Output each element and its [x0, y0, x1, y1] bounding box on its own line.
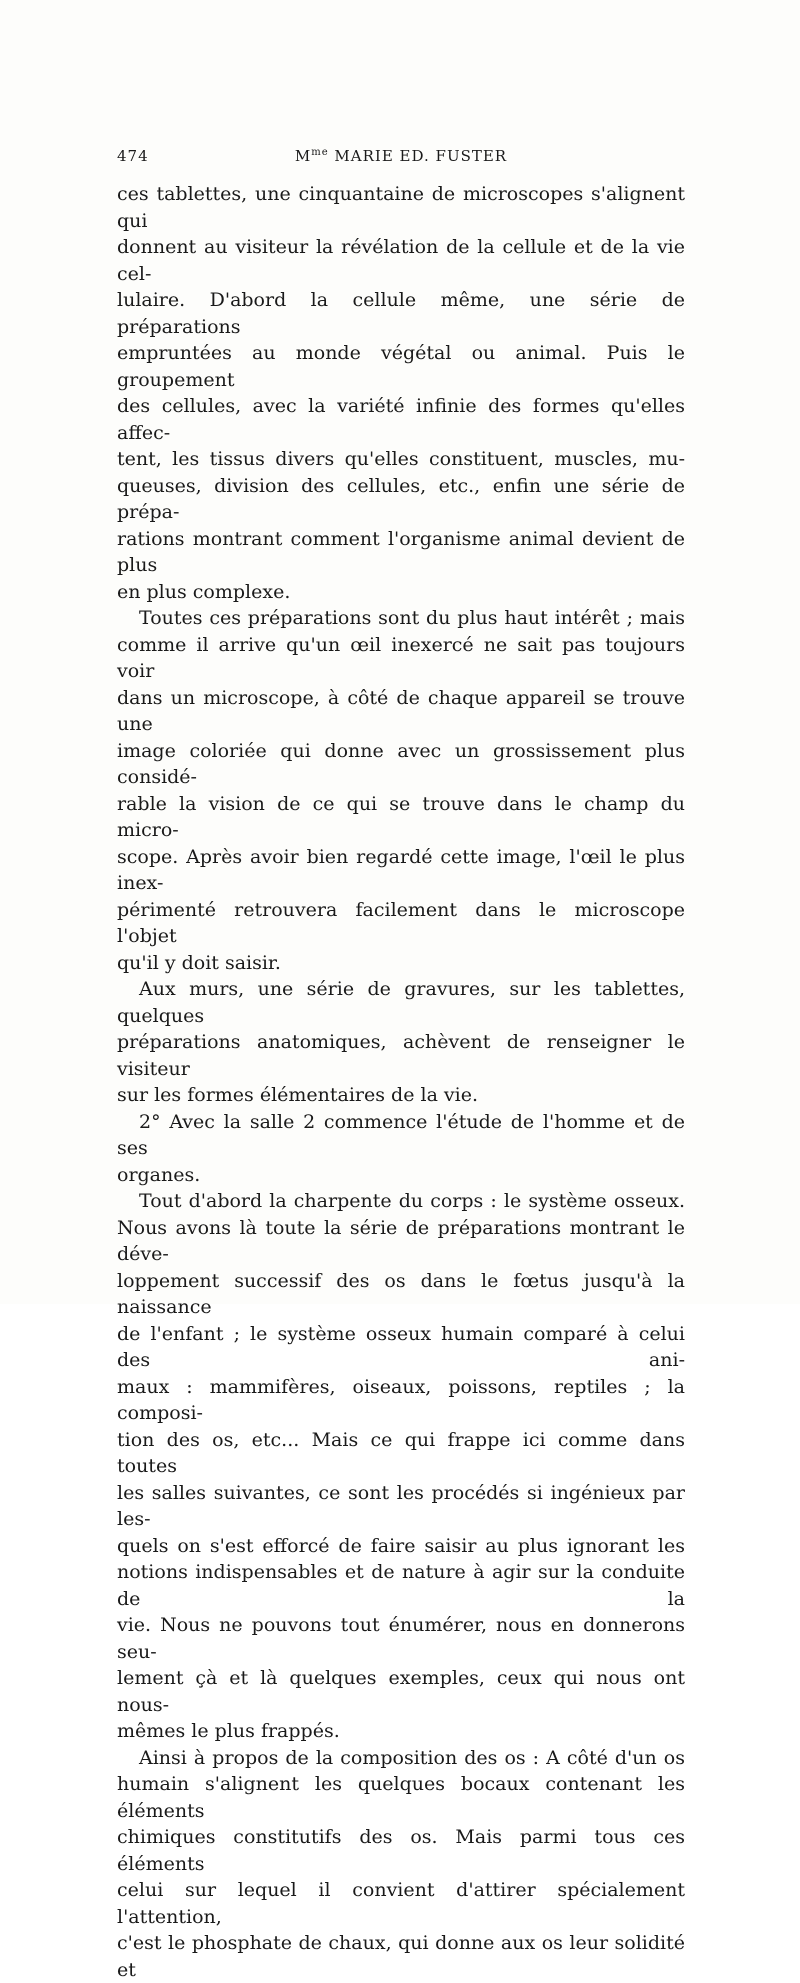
page-header [117, 147, 685, 171]
text-line: préparations anatomiques, achèvent de renseigner le visiteur [117, 1031, 685, 1080]
text-line: humain s'alignent les quelques bocaux contenant les éléments [117, 1773, 685, 1822]
text-line: rable la vision de ce qui se trouve dans le champ du micro- [117, 792, 685, 841]
text-line: de l'enfant ; le système osseux humain comparé à celui des ani- [117, 1322, 685, 1371]
text-line: donnent au visiteur la révélation de la cellule et de la vie cel- [117, 236, 685, 285]
text-line: queuses, division des cellules, etc., enfin une série de prépa- [117, 474, 685, 523]
text-line: comme il arrive qu'un œil inexercé ne sait pas toujours voir [117, 633, 685, 682]
text-line: mêmes le plus frappés. [117, 1720, 340, 1742]
running-title [117, 147, 685, 165]
text-line: dans un microscope, à côté de chaque appareil se trouve une [117, 686, 685, 735]
author-name: MARIE ED. FUSTER [328, 147, 508, 165]
text-line: celui sur lequel il convient d'attirer spécialement l'attention, [117, 1879, 685, 1928]
text-line: empruntées au monde végétal ou animal. Puis le groupement [117, 342, 685, 391]
body-text [117, 181, 685, 1983]
text-line: maux : mammifères, oiseaux, poissons, reptiles ; la composi- [117, 1375, 685, 1424]
text-line: c'est le phosphate de chaux, qui donne aux os leur solidité et [117, 1932, 685, 1981]
text-line: sur les formes élémentaires de la vie. [117, 1084, 479, 1106]
text-line: lement çà et là quelques exemples, ceux qui nous ont nous- [117, 1667, 685, 1716]
text-line: vie. Nous ne pouvons tout énumérer, nous en donnerons seu- [117, 1614, 685, 1663]
text-line: 2° Avec la salle 2 commence l'étude de l'homme et de ses [117, 1110, 685, 1159]
text-line: en plus complexe. [117, 580, 291, 603]
text-line: Toutes ces préparations sont du plus haut intérêt ; mais [139, 607, 685, 629]
text-line: scope. Après avoir bien regardé cette image, l'œil le plus inex- [117, 845, 685, 894]
author-prefix: M [294, 147, 312, 165]
text-line: tion des os, etc... Mais ce qui frappe ici comme dans toutes [117, 1428, 685, 1477]
text-line: image coloriée qui donne avec un grossissement plus considé- [117, 739, 685, 788]
text-line: loppement successif des os dans le fœtus jusqu'à la naissance [117, 1269, 685, 1318]
text-line: ces tablettes, une cinquantaine de microscopes s'alignent qui [117, 183, 685, 232]
text-line: qu'il y doit saisir. [117, 951, 281, 974]
text-line: chimiques constitutifs des os. Mais parmi tous ces éléments [117, 1826, 685, 1875]
text-line: notions indispensables et de nature à agir sur la conduite de la [117, 1561, 685, 1610]
text-line: tent, les tissus divers qu'elles constituent, muscles, mu- [117, 448, 685, 470]
text-line: rations montrant comment l'organisme animal devient de plus [117, 527, 685, 576]
author-prefix-sup: me [311, 147, 329, 158]
text-line: Aux murs, une série de gravures, sur les tablettes, quelques [117, 978, 685, 1027]
page-number: 474 [117, 147, 149, 165]
text-line: lulaire. D'abord la cellule même, une série de préparations [117, 289, 685, 338]
text-line: organes. [117, 1163, 201, 1186]
text-line: quels on s'est efforcé de faire saisir au plus ignorant les [117, 1534, 685, 1557]
text-line: Tout d'abord la charpente du corps : le système osseux. [139, 1190, 685, 1212]
text-line: Ainsi à propos de la composition des os : A côté d'un os [139, 1746, 685, 1769]
text-line: périmenté retrouvera facilement dans le microscope l'objet [117, 898, 685, 947]
text-line: Nous avons là toute la série de préparations montrant le déve- [117, 1216, 685, 1265]
text-line: les salles suivantes, ce sont les procédés si ingénieux par les- [117, 1481, 685, 1530]
text-line: des cellules, avec la variété infinie des formes qu'elles affec- [117, 395, 685, 444]
